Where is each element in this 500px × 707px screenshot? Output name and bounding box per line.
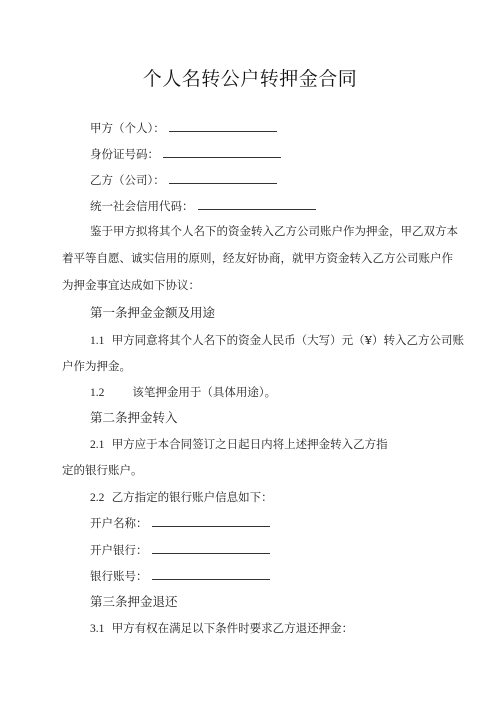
clause-number: 2.2 <box>90 492 105 504</box>
party-a-field <box>90 121 277 135</box>
clause-2-1-continued: 定的银行账户。 <box>62 463 143 477</box>
party-b-blank <box>169 173 277 184</box>
account-number-field <box>90 569 270 583</box>
clause-2-1 <box>90 437 388 452</box>
account-name-blank <box>152 516 270 527</box>
account-name-label: 开户名称： <box>90 516 148 530</box>
credit-code-label: 统一社会信用代码： <box>90 199 194 213</box>
clause-text: 甲方有权在满足以下条件时要求乙方退还押金： <box>111 621 354 635</box>
credit-code-blank <box>198 199 316 210</box>
clause-number: 1.2 <box>90 387 105 399</box>
party-b-label: 乙方（公司）： <box>90 173 165 187</box>
clause-text: 乙方指定的银行账户信息如下： <box>111 490 273 504</box>
party-a-blank <box>169 121 277 132</box>
account-name-field <box>90 516 270 530</box>
bank-label: 开户银行： <box>90 543 148 557</box>
id-number-field <box>90 147 281 161</box>
clause-1-2 <box>90 385 276 400</box>
document-title: 个人名转公户转押金合同 <box>142 68 358 90</box>
article-2-heading: 第二条押金转入 <box>90 410 178 425</box>
account-number-label: 银行账号： <box>90 569 148 583</box>
article-1-heading: 第一条押金金额及用途 <box>90 305 216 320</box>
clause-number: 2.1 <box>90 439 105 451</box>
clause-number: 3.1 <box>90 623 105 635</box>
clause-number: 1.1 <box>90 335 105 347</box>
intro-line: 为押金事宜达成如下协议： <box>62 278 200 292</box>
account-number-blank <box>152 569 270 580</box>
article-3-heading: 第三条押金退还 <box>90 594 178 609</box>
clause-3-1 <box>90 621 353 636</box>
clause-text: 该笔押金用于（具体用途）。 <box>132 385 277 399</box>
credit-code-field <box>90 199 316 213</box>
bank-blank <box>152 543 270 554</box>
intro-line: 着平等自愿、诚实信用的原则，经友好协商，就甲方资金转入乙方公司账户作 <box>62 251 453 265</box>
clause-text: 甲方同意将其个人名下的资金人民币（大写）元（¥）转入乙方公司账 <box>111 333 465 347</box>
party-a-label: 甲方（个人）： <box>90 121 165 135</box>
bank-field <box>90 543 270 557</box>
clause-1-1-continued: 户作为押金。 <box>62 359 131 373</box>
intro-line: 鉴于甲方拟将其个人名下的资金转入乙方公司账户作为押金，甲乙双方本 <box>90 224 458 238</box>
clause-2-2 <box>90 490 273 505</box>
id-number-label: 身份证号码： <box>90 147 159 161</box>
clause-text: 甲方应于本合同签订之日起日内将上述押金转入乙方指 <box>111 437 388 451</box>
id-number-blank <box>163 147 281 158</box>
party-b-field <box>90 173 277 187</box>
clause-1-1 <box>90 333 464 348</box>
